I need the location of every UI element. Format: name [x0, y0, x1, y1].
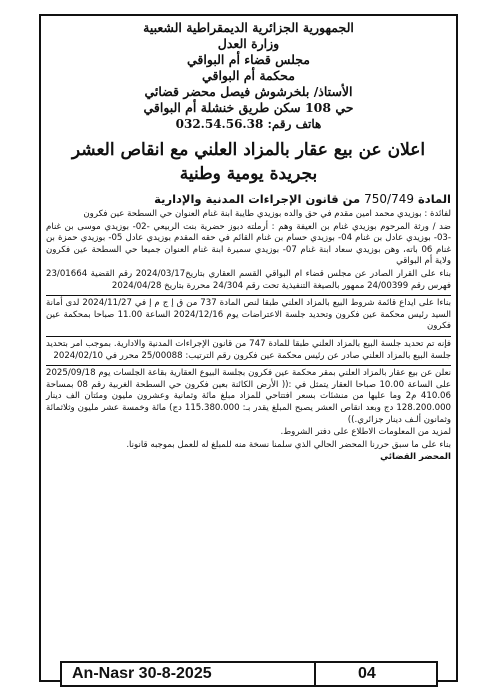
article-reference	[46, 192, 451, 206]
document-header	[46, 20, 451, 132]
signature: المحضر القضائي	[380, 452, 451, 463]
publication-date: An-Nasr 30-8-2025	[72, 665, 212, 682]
divider	[46, 336, 451, 337]
council-name: مجلس قضاء أم البواقي	[187, 52, 310, 67]
page-number: 04	[358, 665, 376, 682]
order-paragraph: فإنه تم تحديد جلسة البيع بالمزاد العلني طبقا للمادة 747 من قانون الإجراءات المدنية والادارية. بموجب امر بتحديد جلسة البيع بالمزاد العلني صادر عن رئيس محكمة عين فكرون رقم الترتيب: 25/00088 محرر في 2024/02/10	[46, 338, 451, 361]
divider	[46, 365, 451, 366]
announcement-title	[46, 138, 451, 186]
ministry-name: وزارة العدل	[217, 36, 280, 51]
judgment-paragraph: بناء على القرار الصادر عن مجلس قضاء ام البواقي القسم العقاري بتاريخ2024/03/17 رقم القضية 23/01664 فهرس رقم 24/00399 ممهور بالصيغة التنفيذية تحت رقم 24/304 محررة بتاريخ 2024/04/28	[46, 268, 452, 291]
title-line-2: بجريدة يومية وطنية	[179, 164, 318, 184]
announcement-content	[46, 20, 451, 464]
beneficiary-paragraph: لفائدة : بوزيدي محمد امين مقدم في حق والده بوزيدي طايبة ابنة غنام العنوان حي السطحة عين فكرون	[83, 209, 451, 219]
announcement-body	[46, 209, 451, 464]
heirs-paragraph: ضد / ورثة المرحوم بوزيدي غنام بن العيفة وهم : أرملته دبوز حضرية بنت الربيعي -02- بوزيدي موسى بن غنام -03- بوزيدي عادل بن غنام 04- بوزيدي حسام بن غنام القائم في حقه المقدم بوزيدي عادل 05- بوزيدي حمزة بن غنام 06 باته، وهن بوزيدي سعاد ابنة غنام 07- بوزيدي سميرة ابنة غنام العنوان جميعا حي السطحة عين فكرون ولاية أم البواقي	[46, 221, 452, 267]
article-suffix: من قانون الإجراءات المدنية والإدارية	[154, 192, 361, 206]
title-line-1: اعلان عن بيع عقار بالمزاد العلني مع انقاص العشر	[71, 140, 426, 160]
bailiff-name: الأستاذ/ بلخرشوش فيصل محضر قضائي	[144, 84, 353, 99]
divider	[46, 295, 451, 296]
closing-paragraph: بناء على ما سبق حررنا المحضر الحالي الذي سلمنا نسخة منه للمبلغ له للعمل بموجبه قانونا.	[126, 439, 451, 450]
republic-name: الجمهورية الجزائرية الديمقراطية الشعبية	[143, 20, 354, 35]
bailiff-phone: هاتف رقم: 032.54.56.38	[175, 117, 322, 131]
info-paragraph: لمزيد من المعلومات الاطلاع على دفتر الشروط.	[280, 427, 451, 438]
deposit-paragraph: بناءا على ايداع قائمة شروط البيع بالمزاد العلني طبقا لنص المادة 737 من ق إ ج م إ في 2024/11/27 لدى أمانة السيد رئيس محكمة عين فكرون وتحديد جلسة الاعتراضات يوم 2024/12/16 الساعة 11.00 صباحا بمحكمة عين فكرون	[46, 298, 451, 332]
bailiff-address: حي 108 سكن طريق خنشلة أم البواقي	[143, 100, 354, 115]
article-prefix: المادة	[418, 192, 451, 206]
newspaper-footer	[60, 661, 438, 687]
footer-divider	[314, 663, 316, 685]
court-name: محكمة أم البواقي	[202, 68, 295, 83]
sale-paragraph: نعلن عن بيع عقار بالمزاد العلني بمقر محكمة عين فكرون بجلسة البيوع العقارية بقاعة الجلسات يوم 2025/09/18 على الساعة 10.00 صباحا العقار يتمثل في :(( الأرض الكائنة بعين فكرون حي السطحة الغربية رقم 08 بمساحة 410.06 م2 وما عليها من منشئات بسعر افتتاحي للمزاد مبلغ مائة وثمانية وعشرون مليون ومئتان الف دينار 128.200.000 دج وبعد انقاص العشر يصبح المبلغ يقدر بـ: 115.380.000 دج) مائة وخمسة عشر مليون وثلاثمائة وثمانون ألـف دينار جزائري.))	[46, 368, 452, 425]
article-numbers: 750/749	[364, 192, 414, 206]
